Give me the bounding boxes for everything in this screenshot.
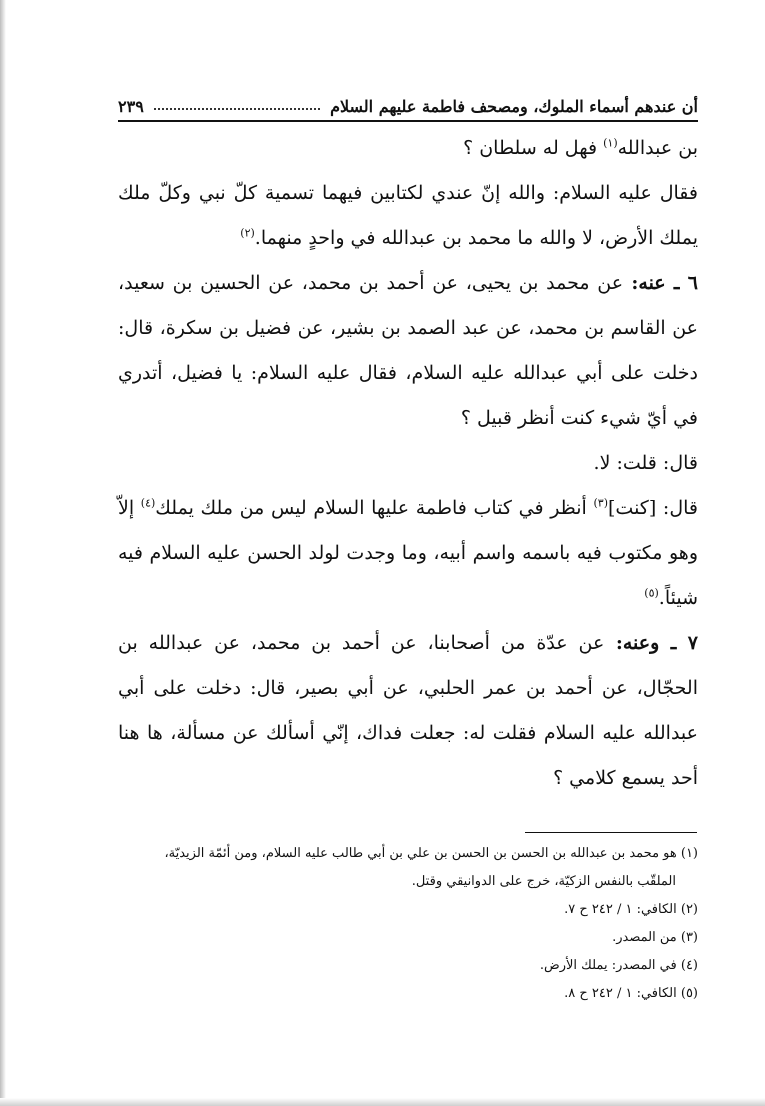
- main-text: [118, 126, 698, 801]
- footnote-2: (٢) الكافي: ١ / ٢٤٢ ح ٧.: [564, 902, 698, 917]
- footnote-separator: [525, 832, 697, 833]
- footnote-1-continued: الملقّب بالنفس الزكيّة، خرج على الدوانيقي وقتل.: [411, 874, 676, 889]
- header-dot-leader: [154, 108, 320, 110]
- footnotes: [118, 840, 698, 1008]
- footnote-1: (١) هو محمد بن عبدالله بن الحسن بن الحسن بن علي بن أبي طالب عليه السلام، ومن أئمّة الزيديّة،: [164, 846, 698, 861]
- paragraph-text: أنظر في كتاب فاطمة عليها السلام ليس من ملك يملك: [155, 497, 594, 519]
- paragraph-6-hadith-7: [118, 621, 698, 801]
- paragraph-5: [118, 486, 698, 621]
- page-number: ٢٣٩: [118, 97, 144, 116]
- page-left-shadow: [0, 0, 6, 1106]
- paragraph-text: قال: [كنت]: [608, 497, 698, 519]
- paragraph-4: [118, 441, 698, 486]
- footnote-ref-3[interactable]: (٣): [593, 496, 608, 510]
- hadith-label-7: ٧ ـ وعنه:: [604, 632, 699, 654]
- hadith-label-6: ٦ ـ عنه:: [623, 272, 698, 294]
- footnote-4: (٤) في المصدر: يملك الأرض.: [539, 958, 698, 973]
- running-header: [118, 80, 698, 122]
- paragraph-text: عن محمد بن يحيى، عن أحمد بن محمد، عن الحسين بن سعيد، عن القاسم بن محمد، عن عبد الصمد بن بشير، عن فضيل بن سكرة، قال: دخلت على أبي عبدالله عليه السلام، فقال عليه السلام: يا فضيل، أتدري في أيّ شيء كنت أنظر قبيل ؟: [118, 272, 698, 429]
- header-title: أن عندهم أسماء الملوك، ومصحف فاطمة عليهم السلام: [330, 97, 698, 116]
- footnote-ref-2[interactable]: (٢): [240, 226, 255, 240]
- paragraph-1: [118, 126, 698, 171]
- paragraph-3-hadith-6: [118, 261, 698, 441]
- paragraph-text: بن عبدالله: [617, 137, 698, 159]
- footnote-ref-1[interactable]: (١): [603, 136, 618, 150]
- footnote-ref-5[interactable]: (٥): [644, 586, 659, 600]
- paragraph-text: إلاّ وهو مكتوب فيه باسمه واسم أبيه، وما وجدت لولد الحسن عليه السلام فيه شيئاً.: [118, 497, 698, 609]
- paragraph-2: [118, 171, 698, 261]
- footnote-3: (٣) من المصدر.: [612, 930, 698, 945]
- paragraph-text: قال: قلت: لا.: [593, 452, 698, 474]
- paragraph-text: عن عدّة من أصحابنا، عن أحمد بن محمد، عن عبدالله بن الحجّال، عن أحمد بن عمر الحلبي، عن أبي بصير، قال: دخلت على أبي عبدالله عليه السلام فقلت له: جعلت فداك، إنّي أسألك عن مسألة، ها هنا أحد يسمع كلامي ؟: [118, 632, 698, 789]
- footnote-ref-4[interactable]: (٤): [140, 496, 156, 510]
- page-bottom-shadow: [0, 1098, 765, 1106]
- paragraph-text: فقال عليه السلام: والله إنّ عندي لكتابين فيهما تسمية كلّ نبي وكلّ ملك يملك الأرض، لا والله ما محمد بن عبدالله في واحدٍ منهما.: [118, 182, 698, 249]
- footnote-5: (٥) الكافي: ١ / ٢٤٢ ح ٨.: [564, 986, 698, 1001]
- paragraph-text: فهل له سلطان ؟: [463, 137, 604, 159]
